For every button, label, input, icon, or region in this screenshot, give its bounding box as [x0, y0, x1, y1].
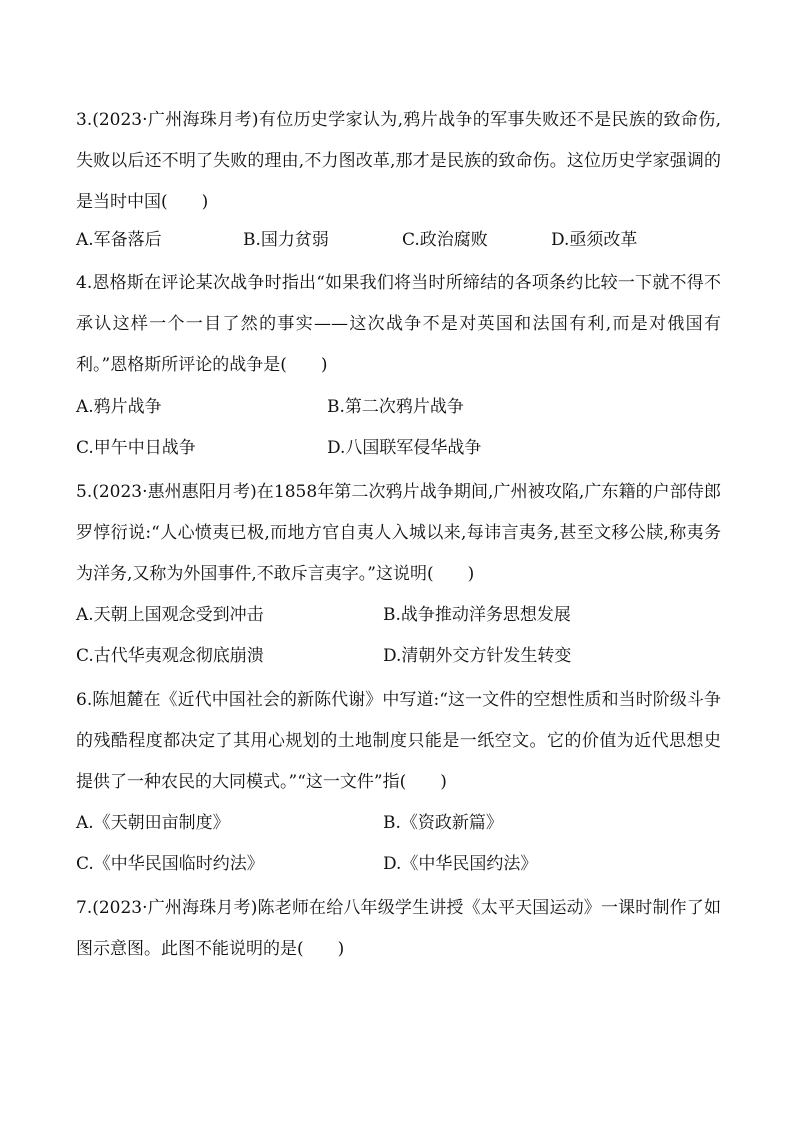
- question-4-options-row-1: [76, 387, 736, 428]
- question-6-option-c[interactable]: C.《中华民国临时约法》: [76, 854, 264, 874]
- question-3-stem: 3.(2023·广州海珠月考)有位历史学家认为,鸦片战争的军事失败还不是民族的致命伤,失败以后还不明了失败的理由,不力图改革,那才是民族的致命伤。这位历史学家强调的是当时中国( ): [76, 110, 721, 212]
- question-7-stem: 7.(2023·广州海珠月考)陈老师在给八年级学生讲授《太平天国运动》一课时制作了如图示意图。此图不能说明的是( ): [76, 898, 721, 959]
- question-3-option-b[interactable]: B.国力贫弱: [243, 230, 329, 250]
- question-5-option-a[interactable]: A.天朝上国观念受到冲击: [76, 605, 264, 625]
- question-5-options-row-2: [76, 636, 736, 677]
- question-5-options-row-1: [76, 595, 736, 636]
- question-4-option-b[interactable]: B.第二次鸦片战争: [327, 397, 464, 417]
- question-3-options: [76, 220, 736, 261]
- question-6-options-row-1: [76, 803, 736, 844]
- question-5-option-c[interactable]: C.古代华夷观念彻底崩溃: [76, 646, 264, 666]
- question-4-options-row-2: [76, 428, 736, 469]
- question-6-options-row-2: [76, 844, 736, 885]
- question-6-option-d[interactable]: D.《中华民国约法》: [383, 854, 538, 874]
- question-3-option-d[interactable]: D.亟须改革: [551, 230, 638, 250]
- question-6-stem: 6.陈旭麓在《近代中国社会的新陈代谢》中写道:“这一文件的空想性质和当时阶级斗争的残酷程度都决定了其用心规划的土地制度只能是一纸空文。它的价值为近代思想史提供了一种农民的大同模式。”“这一文件”指( ): [76, 690, 721, 792]
- question-3-option-c[interactable]: C.政治腐败: [402, 230, 488, 250]
- question-3-option-a[interactable]: A.军备落后: [76, 230, 162, 250]
- question-4-option-c[interactable]: C.甲午中日战争: [76, 438, 196, 458]
- question-5-option-d[interactable]: D.清朝外交方针发生转变: [383, 646, 572, 666]
- question-6-option-a[interactable]: A.《天朝田亩制度》: [76, 813, 230, 833]
- question-5-option-b[interactable]: B.战争推动洋务思想发展: [383, 605, 571, 625]
- question-5-stem: 5.(2023·惠州惠阳月考)在1858年第二次鸦片战争期间,广州被攻陷,广东籍的户部侍郎罗惇衍说:“人心愤夷已极,而地方官自夷人入城以来,每讳言夷务,甚至文移公牍,称夷务为洋务,又称为外国事件,不敢斥言夷字。”这说明( ): [76, 482, 721, 584]
- question-4-option-d[interactable]: D.八国联军侵华战争: [327, 438, 482, 458]
- question-4-option-a[interactable]: A.鸦片战争: [76, 397, 162, 417]
- question-6-option-b[interactable]: B.《资政新篇》: [383, 813, 503, 833]
- question-4-stem: 4.恩格斯在评论某次战争时指出“如果我们将当时所缔结的各项条约比较一下就不得不承认这样一个一目了然的事实——这次战争不是对英国和法国有利,而是对俄国有利。”恩格斯所评论的战争是( ): [76, 273, 721, 375]
